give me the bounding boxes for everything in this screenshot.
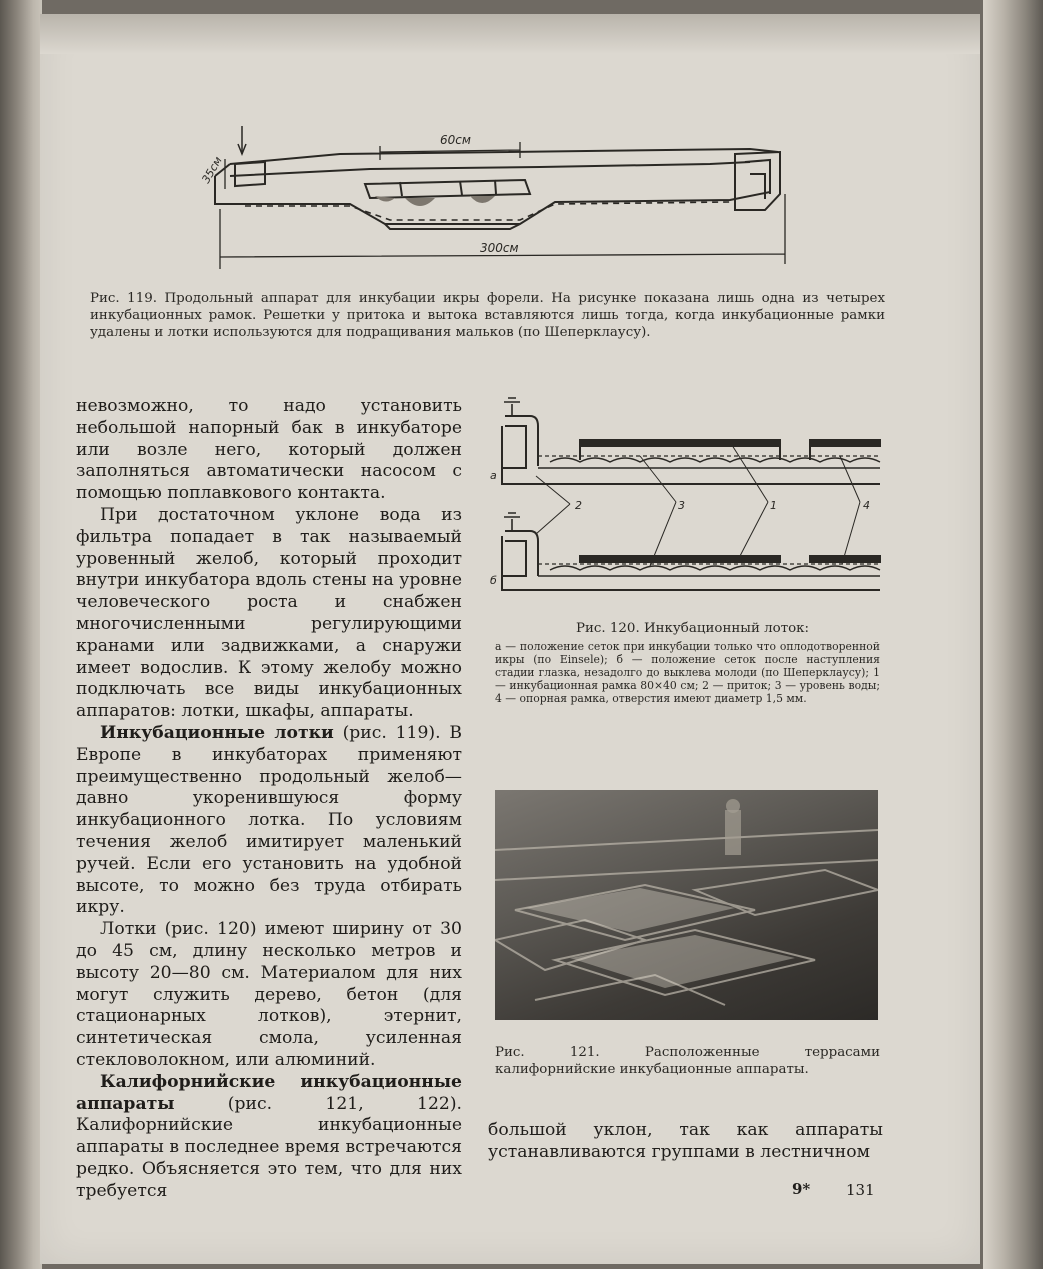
fig119-label-60: 60см [440,133,471,147]
fig120-caption-body: а — положение сеток при инкубации только что оплодотворенной икры (по Einsele); б — положение сеток после наступления стадии глазка, незадолго до выклева молоди (по Шеперклаусу); 1 — инкубационная рамка 80×40 см; 2 — приток; 3 — уровень воды; 4 — опорная рамка, отверстия имеют диаметр 1,5 мм. [495,640,880,705]
fig120-num-3: 3 [678,499,685,512]
fig121-photo [495,790,878,1020]
fig119-label-35: 35см [199,154,225,186]
fig121-photo-illustration [495,790,878,1020]
fig120-caption-title: Рис. 120. Инкубационный лоток: [575,621,810,636]
book-page [40,14,980,1264]
paragraph-3 [76,723,462,919]
book-binding-left [0,0,42,1269]
fig120-diagram [490,376,885,591]
fig120-label-a: а [490,469,497,482]
fig121-caption: Рис. 121. Расположенные террасами калифорнийские инкубационные аппараты. [495,1045,880,1077]
paragraph-1: невозможно, то надо установить небольшой напорный бак в инкубаторе или возле него, который должен заполняться автоматически насосом с помощью поплавкового контакта. [76,396,462,504]
page-number: 131 [846,1181,875,1199]
main-text-column [76,396,462,1202]
paragraph-5 [76,1072,462,1203]
paragraph-3-text: (рис. 119). В Европе в инкубаторах применяют преимущественно продольный желоб— давно укоренившуюся форму инкубационного лотка. По условиям течения желоб имитирует маленький ручей. Если его установить на удобной высоте, то можно без труда отбирать икру. [76,722,463,918]
paragraph-5-text: (рис. 121, 122). Калифорнийские инкубационные аппараты в последнее время встречаются редко. Объясняется это тем, что для них требуется [76,1093,462,1201]
heading-california-apparatus: Калифорнийские инкубационные аппараты [76,1071,462,1114]
heading-incubation-trays: Инкубационные лотки [100,722,334,743]
paragraph-4: Лотки (рис. 120) имеют ширину от 30 до 45 см, длину несколько метров и высоту 20—80 см. Материалом для них могут служить дерево, бетон (для стационарных лотков), этернит, синтетическая смола, усиленная стекловолокном, или алюминий. [76,919,462,1070]
fig119-label-300: 300см [480,241,519,255]
right-column-paragraph: большой уклон, так как аппараты устанавливаются группами в лестничном [488,1120,883,1162]
book-edge-right [983,0,1043,1269]
right-column-text [488,1120,883,1164]
fig120-num-2: 2 [575,499,582,512]
signature-mark: 9* [792,1180,811,1198]
fig120-num-4: 4 [863,499,870,512]
fig119-caption: Рис. 119. Продольный аппарат для инкубации икры форели. На рисунке показана лишь одна из четырех инкубационных рамок. Решетки у притока и вытока вставляются лишь тогда, когда инкубационные рамки удалены и лотки используются для подращивания мальков (по Шеперклаусу). [90,291,885,340]
paragraph-2: При достаточном уклоне вода из фильтра попадает в так называемый уровенный желоб, который проходит внутри инкубатора вдоль стены на уровне человеческого роста и снабжен многочисленными регулирующими кранами или задвижками, а снаружи имеет водослив. К этому желобу можно подключать все виды инкубационных аппаратов: лотки, шкафы, аппараты. [76,504,462,722]
page-top-shadow [40,14,980,54]
fig119-diagram [190,114,800,274]
fig120-label-b: б [490,574,497,587]
fig120-num-1: 1 [770,499,777,512]
